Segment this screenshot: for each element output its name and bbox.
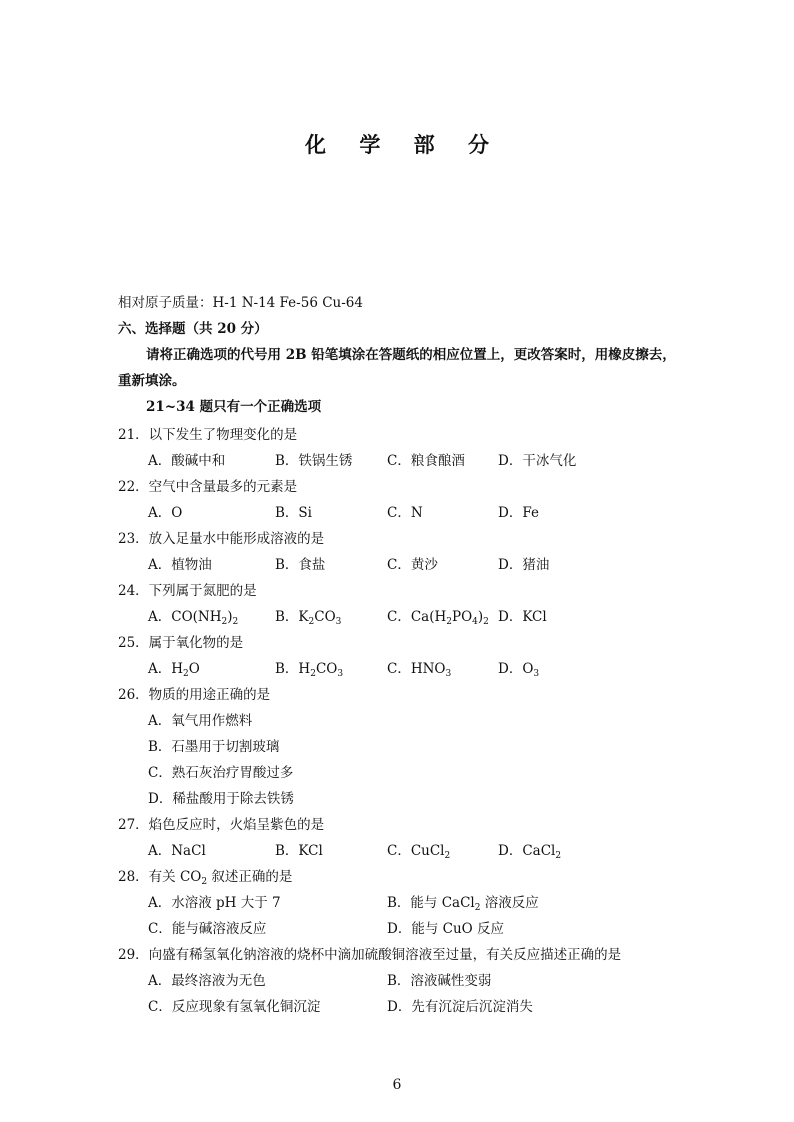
instruction-line-2: 重新填涂。 <box>118 373 186 389</box>
question-23-stem: 23．放入足量水中能形成溶液的是 <box>118 531 325 547</box>
q27-option-a: A．NaCl <box>148 843 206 859</box>
question-25-stem: 25．属于氧化物的是 <box>118 635 244 651</box>
q22-option-a: A．O <box>148 505 183 521</box>
q26-option-c: C．熟石灰治疗胃酸过多 <box>148 765 294 781</box>
sub-heading: 21~34 题只有一个正确选项 <box>146 399 322 415</box>
q28-option-c: C．能与碱溶液反应 <box>148 921 267 937</box>
q23-option-c: C．黄沙 <box>387 557 438 573</box>
question-29-stem: 29．向盛有稀氢氧化钠溶液的烧杯中滴加硫酸铜溶液至过量，有关反应描述正确的是 <box>118 947 622 963</box>
q25-option-b: B．$H_2CO_3$ <box>275 661 344 679</box>
q25-option-a: A．$H_2O$ <box>148 661 200 679</box>
q22-option-d: D．Fe <box>498 505 539 521</box>
page-title: 化 学 部 分 <box>305 133 502 157</box>
instruction-line-1: 请将正确选项的代号用 2B 铅笔填涂在答题纸的相应位置上，更改答案时，用橡皮擦去， <box>146 347 676 363</box>
q24-option-b: B．$K_2CO_3$ <box>275 609 342 627</box>
page-number: 6 <box>392 1077 402 1093</box>
q23-option-d: D．猪油 <box>498 557 550 573</box>
q28-option-a: A．水溶液 pH 大于 7 <box>148 895 281 911</box>
q21-option-c: C．粮食酿酒 <box>387 453 465 469</box>
question-26-stem: 26．物质的用途正确的是 <box>118 687 271 703</box>
q23-option-b: B．食盐 <box>275 557 326 573</box>
q29-option-b: B．溶液碱性变弱 <box>387 973 492 989</box>
q24-option-d: D．KCl <box>498 609 547 625</box>
q24-option-a: A．$CO(NH_2)_2$ <box>148 609 239 627</box>
q29-option-a: A．最终溶液为无色 <box>148 973 266 989</box>
q28-option-d: D．能与 CuO 反应 <box>387 921 504 937</box>
question-27-stem: 27．焰色反应时，火焰呈紫色的是 <box>118 817 325 833</box>
q27-option-d: D．CaCl$_2$ <box>498 843 562 861</box>
question-28-stem: 28．有关 $CO_2$ 叙述正确的是 <box>118 869 293 887</box>
q26-option-a: A．氧气用作燃料 <box>148 713 253 729</box>
q25-option-d: D．$O_3$ <box>498 661 540 679</box>
section-heading: 六、选择题（共 20 分） <box>118 321 268 337</box>
q26-option-b: B．石墨用于切割玻璃 <box>148 739 280 755</box>
q24-option-c: C．$Ca(H_2PO_4)_2$ <box>387 609 489 627</box>
q27-option-b: B．KCl <box>275 843 323 859</box>
q27-option-c: C．CuCl$_2$ <box>387 843 451 861</box>
atomic-masses: 相对原子质量：H-1 N-14 Fe-56 Cu-64 <box>118 295 363 311</box>
q25-option-c: C．$HNO_3$ <box>387 661 452 679</box>
question-24-stem: 24．下列属于氮肥的是 <box>118 583 257 599</box>
q21-option-b: B．铁锅生锈 <box>275 453 353 469</box>
q28-option-b: B．能与 CaCl$_2$ 溶液反应 <box>387 895 539 913</box>
q21-option-d: D．干冰气化 <box>498 453 577 469</box>
q26-option-d: D．稀盐酸用于除去铁锈 <box>148 791 294 807</box>
q23-option-a: A．植物油 <box>148 557 212 573</box>
question-21-stem: 21．以下发生了物理变化的是 <box>118 427 298 443</box>
q21-option-a: A．酸碱中和 <box>148 453 226 469</box>
q22-option-b: B．Si <box>275 505 312 521</box>
q29-option-d: D．先有沉淀后沉淀消失 <box>387 999 533 1015</box>
q29-option-c: C．反应现象有氢氧化铜沉淀 <box>148 999 321 1015</box>
q22-option-c: C．N <box>387 505 423 521</box>
question-22-stem: 22．空气中含量最多的元素是 <box>118 479 298 495</box>
